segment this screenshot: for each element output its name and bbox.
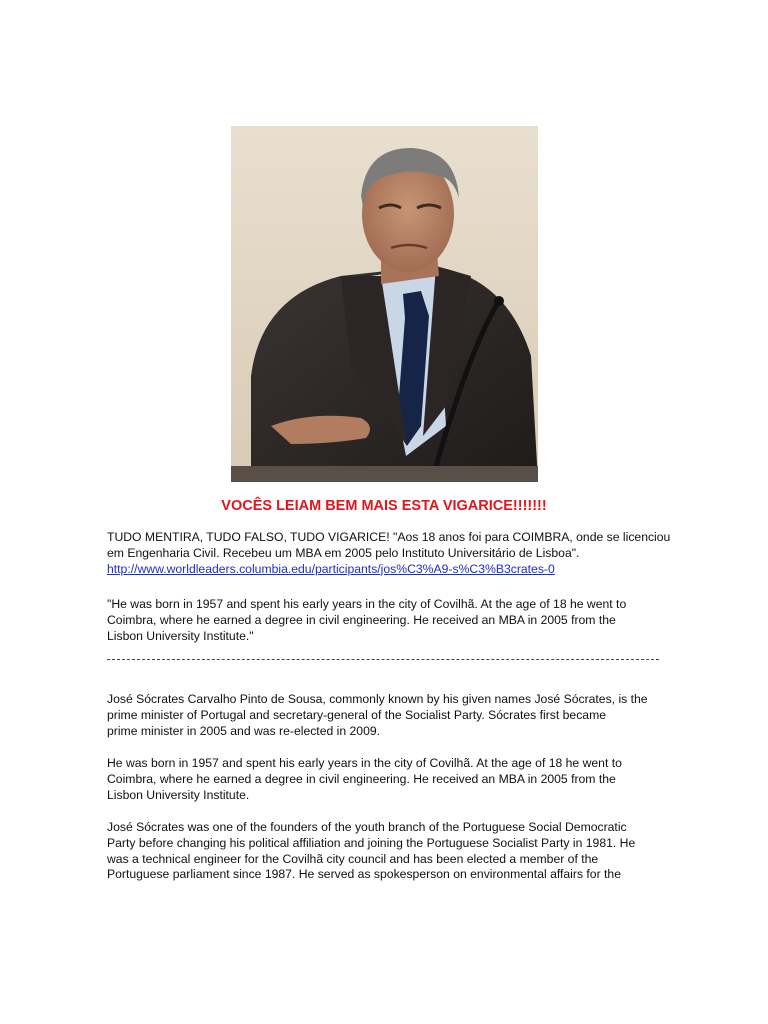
intro-line-1: TUDO MENTIRA, TUDO FALSO, TUDO VIGARICE! "Aos 18 anos foi para COIMBRA, onde se licenciou — [107, 530, 671, 544]
bio2-line-3: Lisbon University Institute. — [107, 787, 250, 802]
bio2-line-1: He was born in 1957 and spent his early years in the city of Covilhã. At the age of 18 he went to — [107, 756, 622, 770]
bio3-line-1: José Sócrates was one of the founders of the youth branch of the Portuguese Social Democratic — [107, 820, 627, 834]
headline: VOCÊS LEIAM BEM MAIS ESTA VIGARICE!!!!!!! — [221, 498, 547, 514]
bio1-line-1: José Sócrates Carvalho Pinto de Sousa, commonly known by his given names José Sócrates, is the — [107, 692, 648, 706]
source-link[interactable]: http://www.worldleaders.columbia.edu/participants/jos%C3%A9-s%C3%B3crates-0 — [107, 561, 555, 576]
quote-paragraph — [107, 597, 667, 644]
divider — [107, 659, 659, 660]
quote-line-1: "He was born in 1957 and spent his early years in the city of Covilhã. At the age of 18 he went to — [107, 597, 627, 611]
portrait-illustration — [231, 126, 538, 482]
bio3-line-2: Party before changing his political affiliation and joining the Portuguese Socialist Party in 1981. He — [107, 835, 636, 850]
intro-line-2: em Engenharia Civil. Recebeu um MBA em 2005 pelo Instituto Universitário de Lisboa". — [107, 545, 580, 560]
bio-paragraph-2 — [107, 756, 667, 803]
bio1-line-3: prime minister in 2005 and was re-elected in 2009. — [107, 723, 381, 738]
quote-line-3: Lisbon University Institute." — [107, 628, 254, 643]
bio3-line-3: was a technical engineer for the Covilhã city council and has been elected a member of the — [107, 851, 599, 866]
bio1-line-2: prime minister of Portugal and secretary-general of the Socialist Party. Sócrates first became — [107, 707, 606, 722]
intro-paragraph — [107, 530, 671, 577]
bio2-line-2: Coimbra, where he earned a degree in civil engineering. He received an MBA in 2005 from the — [107, 771, 616, 786]
quote-line-2: Coimbra, where he earned a degree in civil engineering. He received an MBA in 2005 from the — [107, 612, 616, 627]
bio3-line-4: Portuguese parliament since 1987. He served as spokesperson on environmental affairs for the — [107, 867, 621, 882]
bio-paragraph-1 — [107, 692, 667, 739]
portrait-photo — [231, 126, 538, 482]
bio-paragraph-3 — [107, 820, 667, 883]
